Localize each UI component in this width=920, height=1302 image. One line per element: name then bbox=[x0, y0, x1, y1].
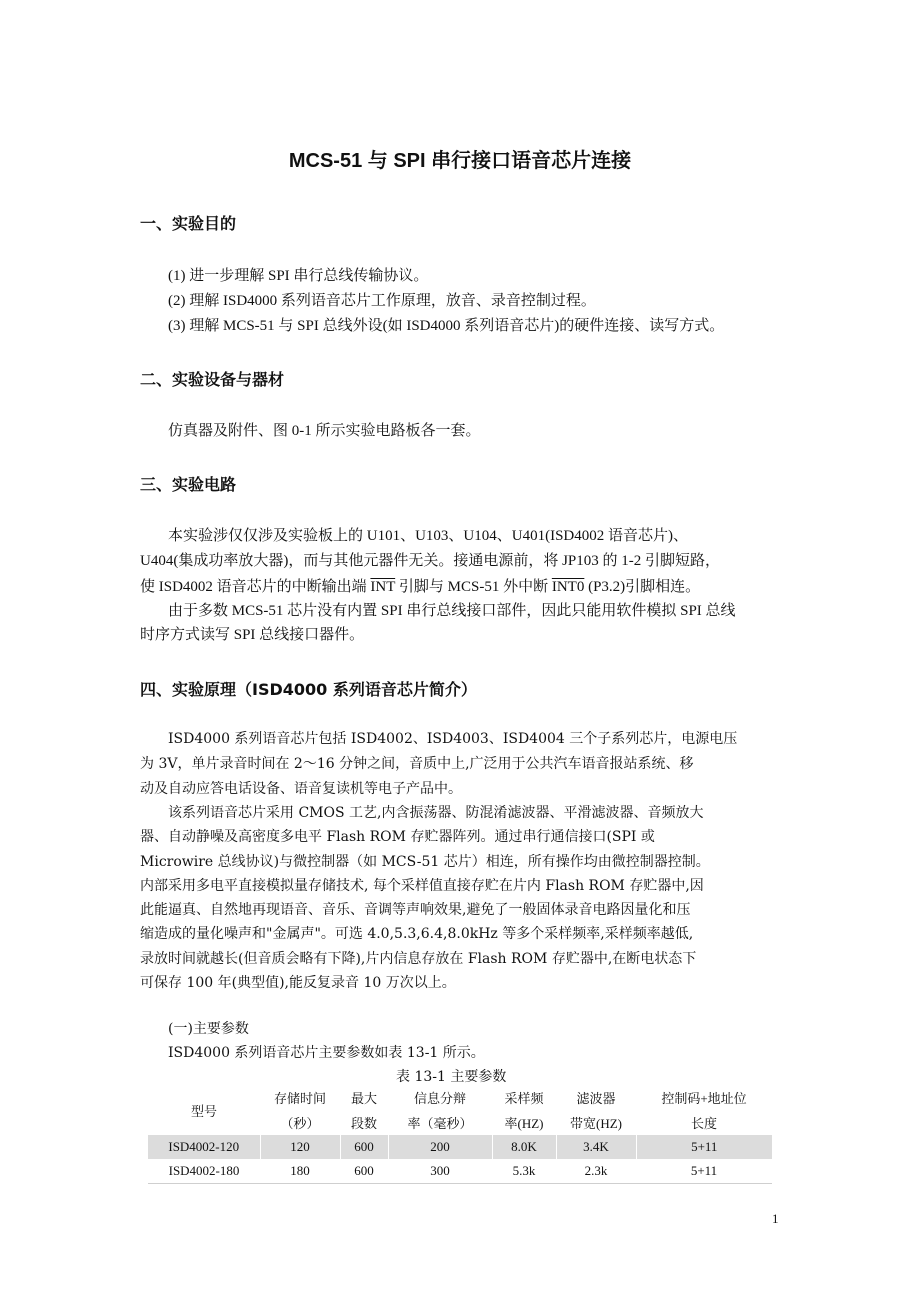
table-header-row bbox=[148, 1085, 772, 1110]
principle-line: 可保存 100 年(典型值),能反复录音 10 万次以上。 bbox=[140, 975, 456, 991]
circuit-line: 由于多数 MCS-51 芯片没有内置 SPI 串行总线接口部件，因此只能用软件模拟 SPI 总线 bbox=[168, 603, 736, 619]
section-2-heading: 二、实验设备与器材 bbox=[140, 370, 285, 389]
table-row bbox=[148, 1135, 772, 1159]
table-cell: ISD4002-180 bbox=[168, 1163, 240, 1178]
principle-line: 内部采用多电平直接模拟量存储技术, 每个采样值直接存贮在片内 Flash ROM 存贮器中,因 bbox=[140, 878, 704, 894]
header-storage-time: 存储时间 bbox=[273, 1091, 326, 1106]
circuit-line bbox=[140, 575, 700, 596]
principle-line: ISD4000 系列语音芯片包括 ISD4002、ISD4003、ISD4004 三个子系列芯片，电源电压 bbox=[168, 731, 738, 747]
table-cell: ISD4002-120 bbox=[148, 1135, 260, 1159]
table-row bbox=[148, 1159, 772, 1183]
header-control-code-unit: 长度 bbox=[690, 1116, 717, 1131]
principle-line: 动及自动应答电话设备、语音复读机等电子产品中。 bbox=[140, 781, 462, 797]
table-cell: 8.0K bbox=[492, 1135, 556, 1159]
table-cell: 3.4K bbox=[556, 1135, 636, 1159]
principle-line: 此能逼真、自然地再现语音、音乐、音调等声响效果,避免了一般固体录音电路因量化和压 bbox=[140, 902, 691, 918]
int-signal: $\overline{INT}$ bbox=[370, 579, 396, 595]
parameters-table bbox=[148, 1085, 772, 1183]
table-cell: 600 bbox=[354, 1163, 374, 1178]
objective-item: (3) 理解 MCS-51 与 SPI 总线外设(如 ISD4000 系列语音芯片)的硬件连接、读写方式。 bbox=[168, 318, 725, 334]
table-caption: 表 13-1 主要参数 bbox=[396, 1069, 507, 1085]
header-model: 型号 bbox=[190, 1103, 217, 1119]
table-bottom-rule bbox=[148, 1183, 772, 1184]
page-number: 1 bbox=[772, 1211, 779, 1226]
header-resolution: 信息分辩 bbox=[413, 1091, 466, 1106]
principle-line: 该系列语音芯片采用 CMOS 工艺,内含振荡器、防混淆滤波器、平滑滤波器、音频放大 bbox=[168, 805, 704, 821]
principle-line: Microwire 总线协议)与微控制器（如 MCS-51 芯片）相连，所有操作均由微控制器控制。 bbox=[140, 854, 710, 870]
circuit-text: (P3.2)引脚相连。 bbox=[584, 579, 701, 595]
table-cell: 120 bbox=[260, 1135, 340, 1159]
table-cell: 200 bbox=[388, 1135, 492, 1159]
header-sample-rate-unit: 率(HZ) bbox=[504, 1116, 544, 1131]
table-cell: 180 bbox=[290, 1163, 310, 1178]
header-max-segments-unit: 段数 bbox=[350, 1116, 377, 1131]
section-1-heading: 一、实验目的 bbox=[140, 214, 237, 233]
principle-line: 录放时间就越长(但音质会略有下降),片内信息存放在 Flash ROM 存贮器中,在断电状态下 bbox=[140, 951, 697, 967]
table-cell: 5.3k bbox=[512, 1163, 536, 1178]
header-max-segments: 最大 bbox=[350, 1091, 377, 1106]
equipment-paragraph: 仿真器及附件、图 0-1 所示实验电路板各一套。 bbox=[168, 423, 481, 439]
header-storage-time-unit: （秒） bbox=[280, 1116, 320, 1131]
header-sample-rate: 采样频 bbox=[504, 1091, 544, 1106]
circuit-text: 引脚与 MCS-51 外中断 bbox=[395, 579, 552, 595]
objective-item: (1) 进一步理解 SPI 串行总线传输协议。 bbox=[168, 268, 429, 284]
table-intro: ISD4000 系列语音芯片主要参数如表 13-1 所示。 bbox=[168, 1045, 485, 1061]
header-filter-bandwidth-unit: 带宽(HZ) bbox=[570, 1116, 622, 1131]
principle-line: 缩造成的量化噪声和"金属声"。可选 4.0,5.3,6.4,8.0kHz 等多个采样频率,采样频率越低, bbox=[140, 926, 694, 942]
objective-item: (2) 理解 ISD4000 系列语音芯片工作原理，放音、录音控制过程。 bbox=[168, 293, 596, 309]
page-title: MCS-51 与 SPI 串行接口语音芯片连接 bbox=[288, 150, 632, 172]
circuit-line: U404(集成功率放大器)，而与其他元器件无关。接通电源前，将 JP103 的 1-2 引脚短路， bbox=[140, 553, 721, 569]
circuit-line: 时序方式读写 SPI 总线接口器件。 bbox=[140, 627, 365, 643]
table-cell: 300 bbox=[430, 1163, 450, 1178]
header-resolution-unit: 率（毫秒） bbox=[407, 1116, 473, 1131]
subsection-heading: (一)主要参数 bbox=[168, 1021, 249, 1037]
header-control-code: 控制码+地址位 bbox=[661, 1091, 747, 1106]
table-cell: 5+11 bbox=[636, 1135, 772, 1159]
table-cell: 2.3k bbox=[584, 1163, 608, 1178]
section-3-heading: 三、实验电路 bbox=[140, 475, 237, 494]
principle-line: 为 3V，单片录音时间在 2～16 分钟之间，音质中上,广泛用于公共汽车语音报站系统、移 bbox=[140, 756, 694, 772]
circuit-line: 本实验涉仅仅涉及实验板上的 U101、U103、U104、U401(ISD4002 语音芯片)、 bbox=[168, 528, 688, 544]
principle-line: 器、自动静噪及高密度多电平 Flash ROM 存贮器阵列。通过串行通信接口(SPI 或 bbox=[140, 829, 655, 845]
table-cell: 5+11 bbox=[690, 1163, 718, 1178]
circuit-text: 使 ISD4002 语音芯片的中断输出端 bbox=[140, 579, 371, 595]
section-4-heading: 四、实验原理（ISD4000 系列语音芯片简介） bbox=[140, 680, 477, 699]
header-filter-bandwidth: 滤波器 bbox=[576, 1091, 616, 1106]
int0-signal: INT0 bbox=[551, 579, 585, 595]
table-cell: 600 bbox=[340, 1135, 388, 1159]
